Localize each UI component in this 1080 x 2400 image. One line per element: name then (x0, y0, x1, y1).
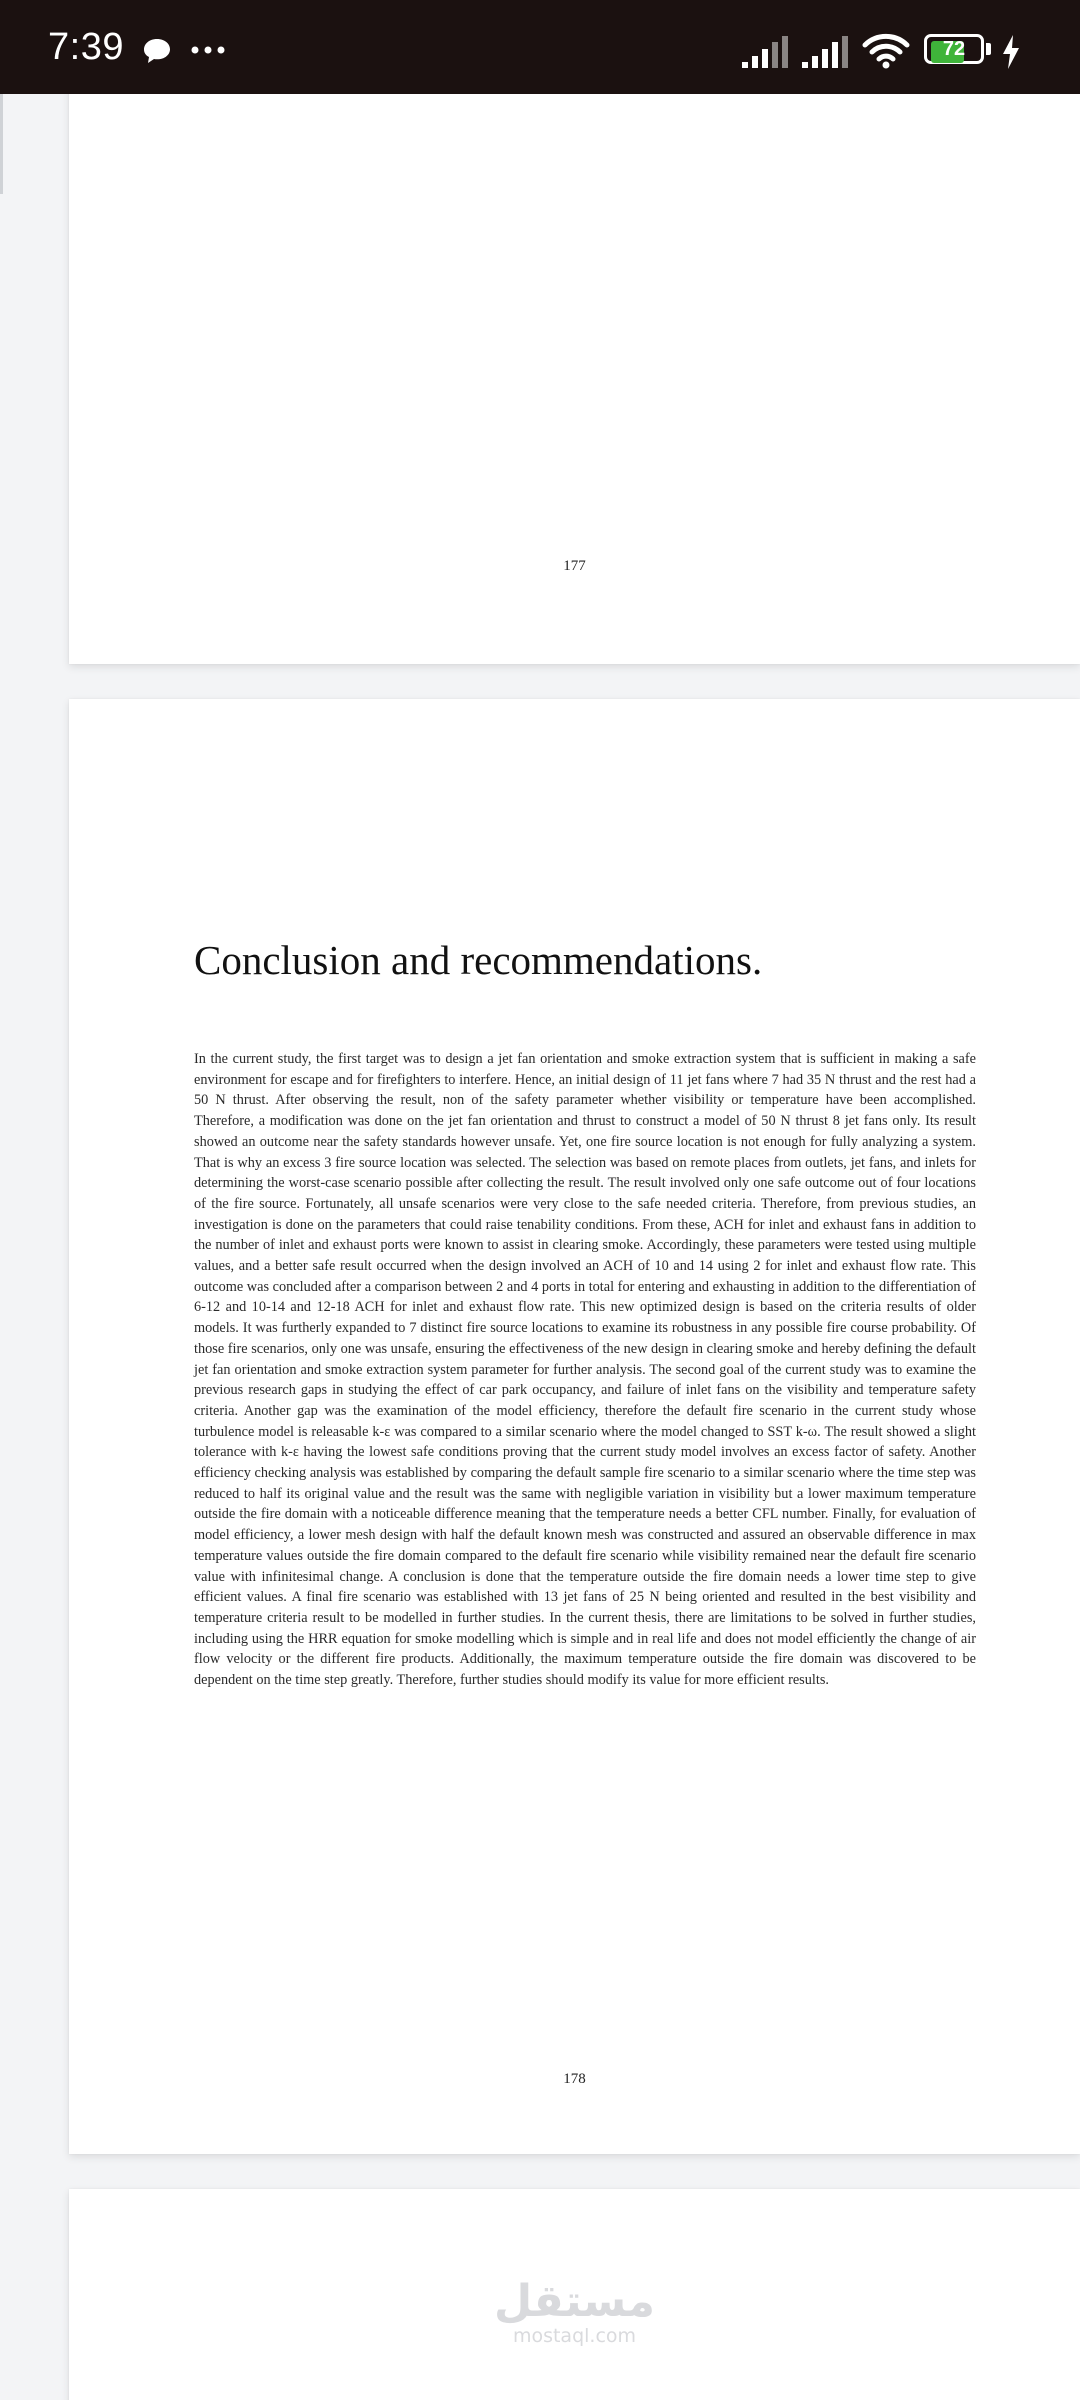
charging-icon (1000, 34, 1022, 70)
status-time: 7:39 (48, 26, 124, 68)
watermark-logo (69, 2276, 1080, 2347)
more-dots-icon (190, 44, 226, 56)
document-page (69, 2189, 1080, 2400)
battery-icon (924, 34, 994, 68)
document-viewer[interactable] (0, 94, 1080, 2400)
status-bar (0, 0, 1080, 94)
signal-icon (800, 36, 852, 70)
watermark-arabic: مستقل (494, 2276, 655, 2327)
battery-tip (986, 43, 991, 55)
page-number: 178 (563, 2071, 586, 2087)
battery-percent: 72 (942, 38, 966, 60)
document-page (69, 699, 1080, 2154)
watermark-latin: mostaql.com (512, 2325, 637, 2347)
body-paragraph: In the current study, the first target was to design a jet fan orientation and smoke extraction system that is sufficient in making a safe environment for escape and for firefighters to interfere. Hence, an initial design of 11 jet fans where 7 had 35 N thrust and the rest had a 50 N thrust. After observing the result, non of the safety parameter whether visibility or temperature have been accomplished. Therefore, a modification was done on the jet fan orientation and thrust to construct a model of 50 N thrust 8 jet fans only. Its result showed an outcome near the safety standards however unsafe. Yet, one fire source location is not enough for fully analyzing a system. That is why an excess 3 fire source location was selected. The selection was based on remote places from outlets, jet fans, and inlets for determining the worst-case scenario possible after collecting the result. The result involved only one safe outcome out of four locations of the fire source. Fortunately, all unsafe scenarios were very close to the safe needed criteria. Therefore, from previous studies, an investigation is done on the parameters that could raise tenability conditions. From these, ACH for inlet and exhaust fans in addition to the number of inlet and exhaust ports were known to assist in clearing smoke. Accordingly, these parameters were tested using multiple values, and a better safe result occurred when the design involved an ACH of 10 and 14 using 2 for inlet and exhaust flow rate. This outcome was concluded after a comparison between 2 and 4 ports in total for entering and exhausting in addition to the differentiation of 6-12 and 10-14 and 12-18 ACH for inlet and exhaust flow rate. This new optimized design is based on the criteria results of older models. It was furtherly expanded to 7 distinct fire source locations to examine its robustness in any possible fire course probability. Of those fire scenarios, only one was unsafe, ensuring the effectiveness of the new design in clearing smoke and hereby defining the default jet fan orientation and smoke extraction system parameter for further analysis. The second goal of the current study was to examine the previous research gaps in studying the effect of car park occupancy, and failure of inlet fans on the visibility and temperature safety criteria. Another gap was the examination of the model efficiency, therefore the default fire scenario in the current study whose turbulence model is releasable k-ε was compared to a similar scenario where the model changed to SST k-ω. The result showed a slight tolerance with k-ε having the lowest safe conditions proving that the current study model involves an excess factor of safety. Another efficiency checking analysis was established by comparing the default sample fire scenario to a similar scenario where the time step was reduced to half its original value and the result was the same with negligible variation in visibility but a lower maximum temperature outside the fire domain with a noticeable difference meaning that the temperature needs a better CFL number. Finally, for evaluation of model efficiency, a lower mesh design with half the default known mesh was constructed and assured an observable difference in max temperature values outside the fire domain compared to the default fire scenario while visibility remained near the default fire scenario value with infinitesimal change. A conclusion is done that the temperature outside the fire domain needs a lower time step to give efficient values. A final fire scenario was established with 13 jet fans of 25 N being oriented and resulted in the best visibility and temperature criteria result to be modelled in further studies. In the current thesis, there are limitations to be solved in further studies, including using the HRR equation for smoke modelling which is simple and in real life and does not model efficiently the change of air flow velocity or the different fire products. Additionally, the maximum temperature outside the fire domain was discovered to be dependent on the time step greatly. Therefore, further studies should modify its value for more efficient results. (194, 1051, 976, 1689)
wifi-icon (862, 32, 910, 70)
section-heading: Conclusion and recommendations. (194, 937, 763, 983)
page-number: 177 (563, 558, 586, 574)
scroll-rail (0, 94, 3, 194)
signal-icon (740, 36, 792, 70)
chat-bubble-icon (142, 36, 172, 66)
document-page (69, 94, 1080, 664)
